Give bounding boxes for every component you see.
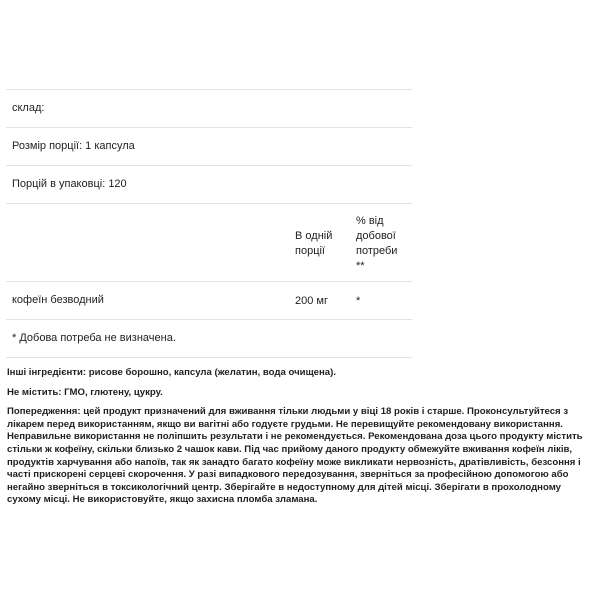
servings-per-container: Порцій в упаковці: 120 [12, 178, 127, 190]
other-ingredients: Інші інгредієнти: рисове борошно, капсула (желатин, вода очищена). [7, 367, 336, 378]
ingredient-name: кофеїн безводний [12, 294, 104, 306]
serving-size-row [6, 127, 412, 165]
servings-per-container-row [6, 165, 412, 203]
table-bottom-divider [6, 357, 412, 358]
serving-size: Розмір порції: 1 капсула [12, 140, 135, 152]
warning-text: Попередження: цей продукт призначений для вживання тільки людьми у віці 18 років і старше. Проконсультуйтеся з лікарем перед використанням, якщо ви вагітні або годуєте грудьми. Не перевищуйте рекомендовану використання. Неправильне використання не поліпшить результати і не рекомендується. Рекомендована доза цього продукту містить стільки ж кофеїну, скільки близько 2 чашок кави. Під час прийому даного продукту обмежуйте вживання кофеїн ліків, продуктів харчування або напоїв, так як занадто багато кофеїну може викликати нервозність, дратівливість, безсоння і часті прискорені серцеві скорочення. У разі випадкового передозування, зверніться за професійною допомогою або негайно зверніться в токсикологічний центр. Зберігайте в недоступному для дітей місці. Зберігати в прохолодному сухому місці. Не використовуйте, якщо захисна пломба зламана. [7, 406, 583, 506]
per-serving-header: В одній порції [295, 230, 333, 257]
table-header-row [6, 203, 412, 281]
ingredient-daily-value: * [356, 295, 361, 307]
free-of: Не містить: ГМО, глютену, цукру. [7, 386, 163, 398]
table-row [6, 281, 412, 319]
daily-value-header: % від добової потреби ** [356, 215, 398, 272]
composition-row [6, 89, 412, 127]
ingredient-amount: 200 мг [295, 295, 328, 307]
footnote-row [6, 319, 412, 357]
footnote: * Добова потреба не визначена. [12, 332, 176, 344]
composition-label: склад: [12, 102, 45, 114]
supplement-facts-table [6, 89, 412, 358]
product-notes [7, 367, 587, 514]
